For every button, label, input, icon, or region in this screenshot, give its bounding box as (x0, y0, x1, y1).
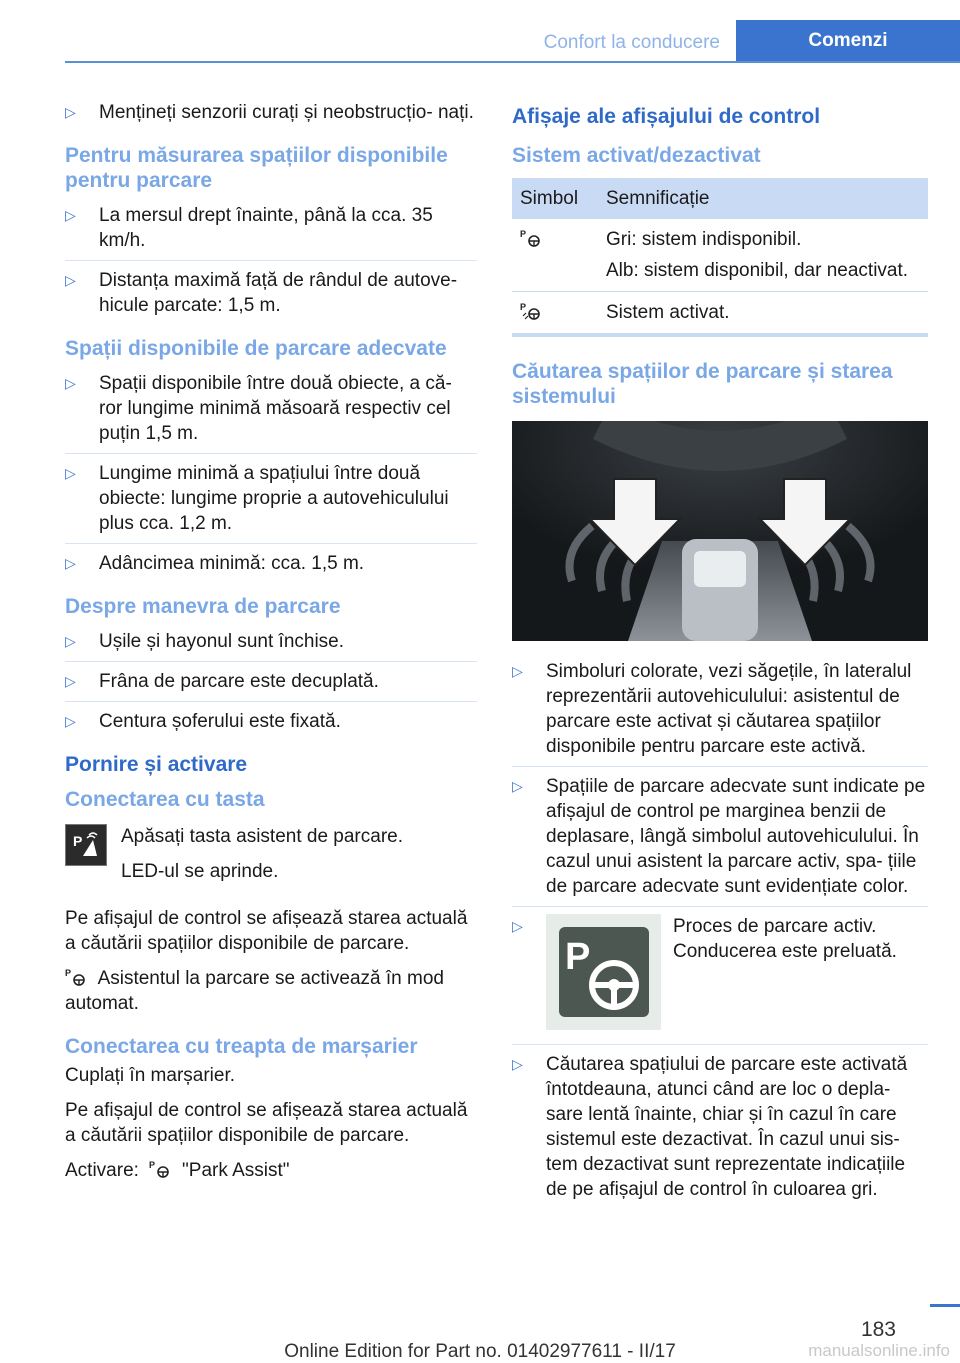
table-row (512, 292, 928, 336)
svg-text:P: P (520, 302, 527, 312)
park-assist-active-icon (65, 967, 87, 987)
list-item: ▷ Lungime minimă a spațiului între două obiecte: lungime proprie a autovehiculului plus cca. 1,2 m. (65, 461, 477, 536)
park-assist-button-icon (65, 824, 107, 866)
divider (65, 661, 477, 662)
park-assist-standby-icon (520, 228, 542, 248)
control-display-image (512, 421, 928, 641)
section-tab[interactable]: Confort la conducere (543, 32, 720, 53)
list-item: ▷ Distanța maximă față de rândul de autove- hicule parcate: 1,5 m. (65, 268, 477, 318)
heading-measure: Pentru măsurarea spațiilor disponibile pentru parcare (65, 144, 448, 192)
heading-button: Conectarea cu tasta (65, 788, 265, 811)
svg-text:P: P (149, 1160, 156, 1170)
heading-search: Căutarea spațiilor de parcare și starea sistemului (512, 360, 893, 408)
heading-system: Sistem activat/dezactivat (512, 144, 761, 167)
svg-text:P: P (65, 968, 72, 978)
symbol-cell (512, 292, 598, 336)
svg-text:P: P (73, 833, 83, 849)
button-step-1: Apăsați tasta asistent de parcare. (121, 826, 403, 847)
reverse-paragraph-2: Pe afișajul de control se afișează starea actuală a căutării spațiilor disponibile de parcare. (65, 1100, 468, 1146)
symbol-cell (512, 219, 598, 292)
list-item: ▷ Mențineți senzorii curați și neobstrucțio- nați. (65, 100, 477, 125)
heading-maneuver: Despre manevra de parcare (65, 595, 341, 618)
page-header (0, 0, 960, 62)
heading-display: Afișaje ale afișajului de control (512, 105, 821, 128)
edition-text: Online Edition for Part no. 01402977611 - II/17 (284, 1341, 676, 1362)
svg-text:P: P (520, 229, 527, 239)
list-item: ▷ Adâncimea minimă: cca. 1,5 m. (65, 551, 477, 576)
active-parking-icon (546, 914, 661, 1030)
reverse-paragraph-1: Cuplați în marșarier. (65, 1065, 236, 1086)
chapter-tab[interactable]: Comenzi (736, 20, 960, 62)
list-item: ▷ P Proces de parcare activ. Conducerea este preluată. (512, 914, 928, 1030)
list-item: ▷ Frâna de parcare este decuplată. (65, 669, 477, 694)
button-step-2: LED-ul se aprinde. (121, 861, 279, 882)
meaning-cell: Gri: sistem indisponibil. Alb: sistem disponibil, dar neactivat. (598, 219, 928, 292)
meaning-cell: Sistem activat. (598, 292, 928, 336)
footer-rule (930, 1304, 960, 1307)
list-item: ▷ Spațiile de parcare adecvate sunt indicate pe afișajul de control pe marginea benzii de deplasare, lângă simbolul autovehiculului. În cazul unui asistent la parcare activ, spa- țiile de parcare adecvate sunt evidențiate color. (512, 774, 928, 899)
list-item: ▷ Centura șoferului este fixată. (65, 709, 477, 734)
divider (65, 543, 477, 544)
symbol-table (512, 178, 928, 337)
watermark: manualsonline.info (808, 1341, 950, 1360)
divider (512, 766, 928, 767)
button-instruction (65, 824, 477, 894)
list-item: ▷ Simboluri colorate, vezi săgețile, în lateralul reprezentării autovehiculului: asistentul de parcare este activat și căutarea spațiilor disponibile pentru parcare este activă. (512, 659, 928, 759)
left-column (65, 100, 477, 1193)
list-item: ▷ Ușile și hayonul sunt închise. (65, 629, 477, 654)
right-column (512, 100, 928, 1209)
page-number: 183 (860, 1318, 896, 1341)
table-row (512, 219, 928, 292)
divider (65, 260, 477, 261)
list-item: ▷ Căutarea spațiului de parcare este activată întotdeauna, atunci când are loc o depla- sare lentă înainte, chiar și în cazul în care sistemul este dezactivat. În cazul unui sis- tem dezactivat sunt reprezentate indicațiile de pe afișajul de control în culoarea gri. (512, 1052, 928, 1202)
park-assist-icon (149, 1159, 171, 1179)
park-assist-active-icon (520, 301, 542, 321)
heading-start: Pornire și activare (65, 753, 248, 776)
divider (65, 701, 477, 702)
list-item: ▷ Spații disponibile între două obiecte, a că- ror lungime minimă măsoară respectiv cel puțin 1,5 m. (65, 371, 477, 446)
divider (512, 906, 928, 907)
heading-reverse: Conectarea cu treapta de marșarier (65, 1035, 418, 1058)
list-item: ▷ La mersul drept înainte, până la cca. 35 km/h. (65, 203, 477, 253)
auto-paragraph: P Asistentul la parcare se activează în mod automat. (65, 968, 444, 1014)
divider (65, 453, 477, 454)
divider (512, 1044, 928, 1045)
activate-line: Activare: P "Park Assist" (65, 1160, 290, 1181)
table-header-symbol: Simbol (512, 178, 598, 219)
display-paragraph: Pe afișajul de control se afișează starea actuală a căutării spațiilor disponibile de parcare. (65, 908, 468, 954)
heading-suitable: Spații disponibile de parcare adecvate (65, 337, 447, 360)
svg-text:P: ▷ P (564, 936, 590, 978)
header-rule (65, 61, 960, 63)
table-header-meaning: Semnificație (598, 178, 928, 219)
